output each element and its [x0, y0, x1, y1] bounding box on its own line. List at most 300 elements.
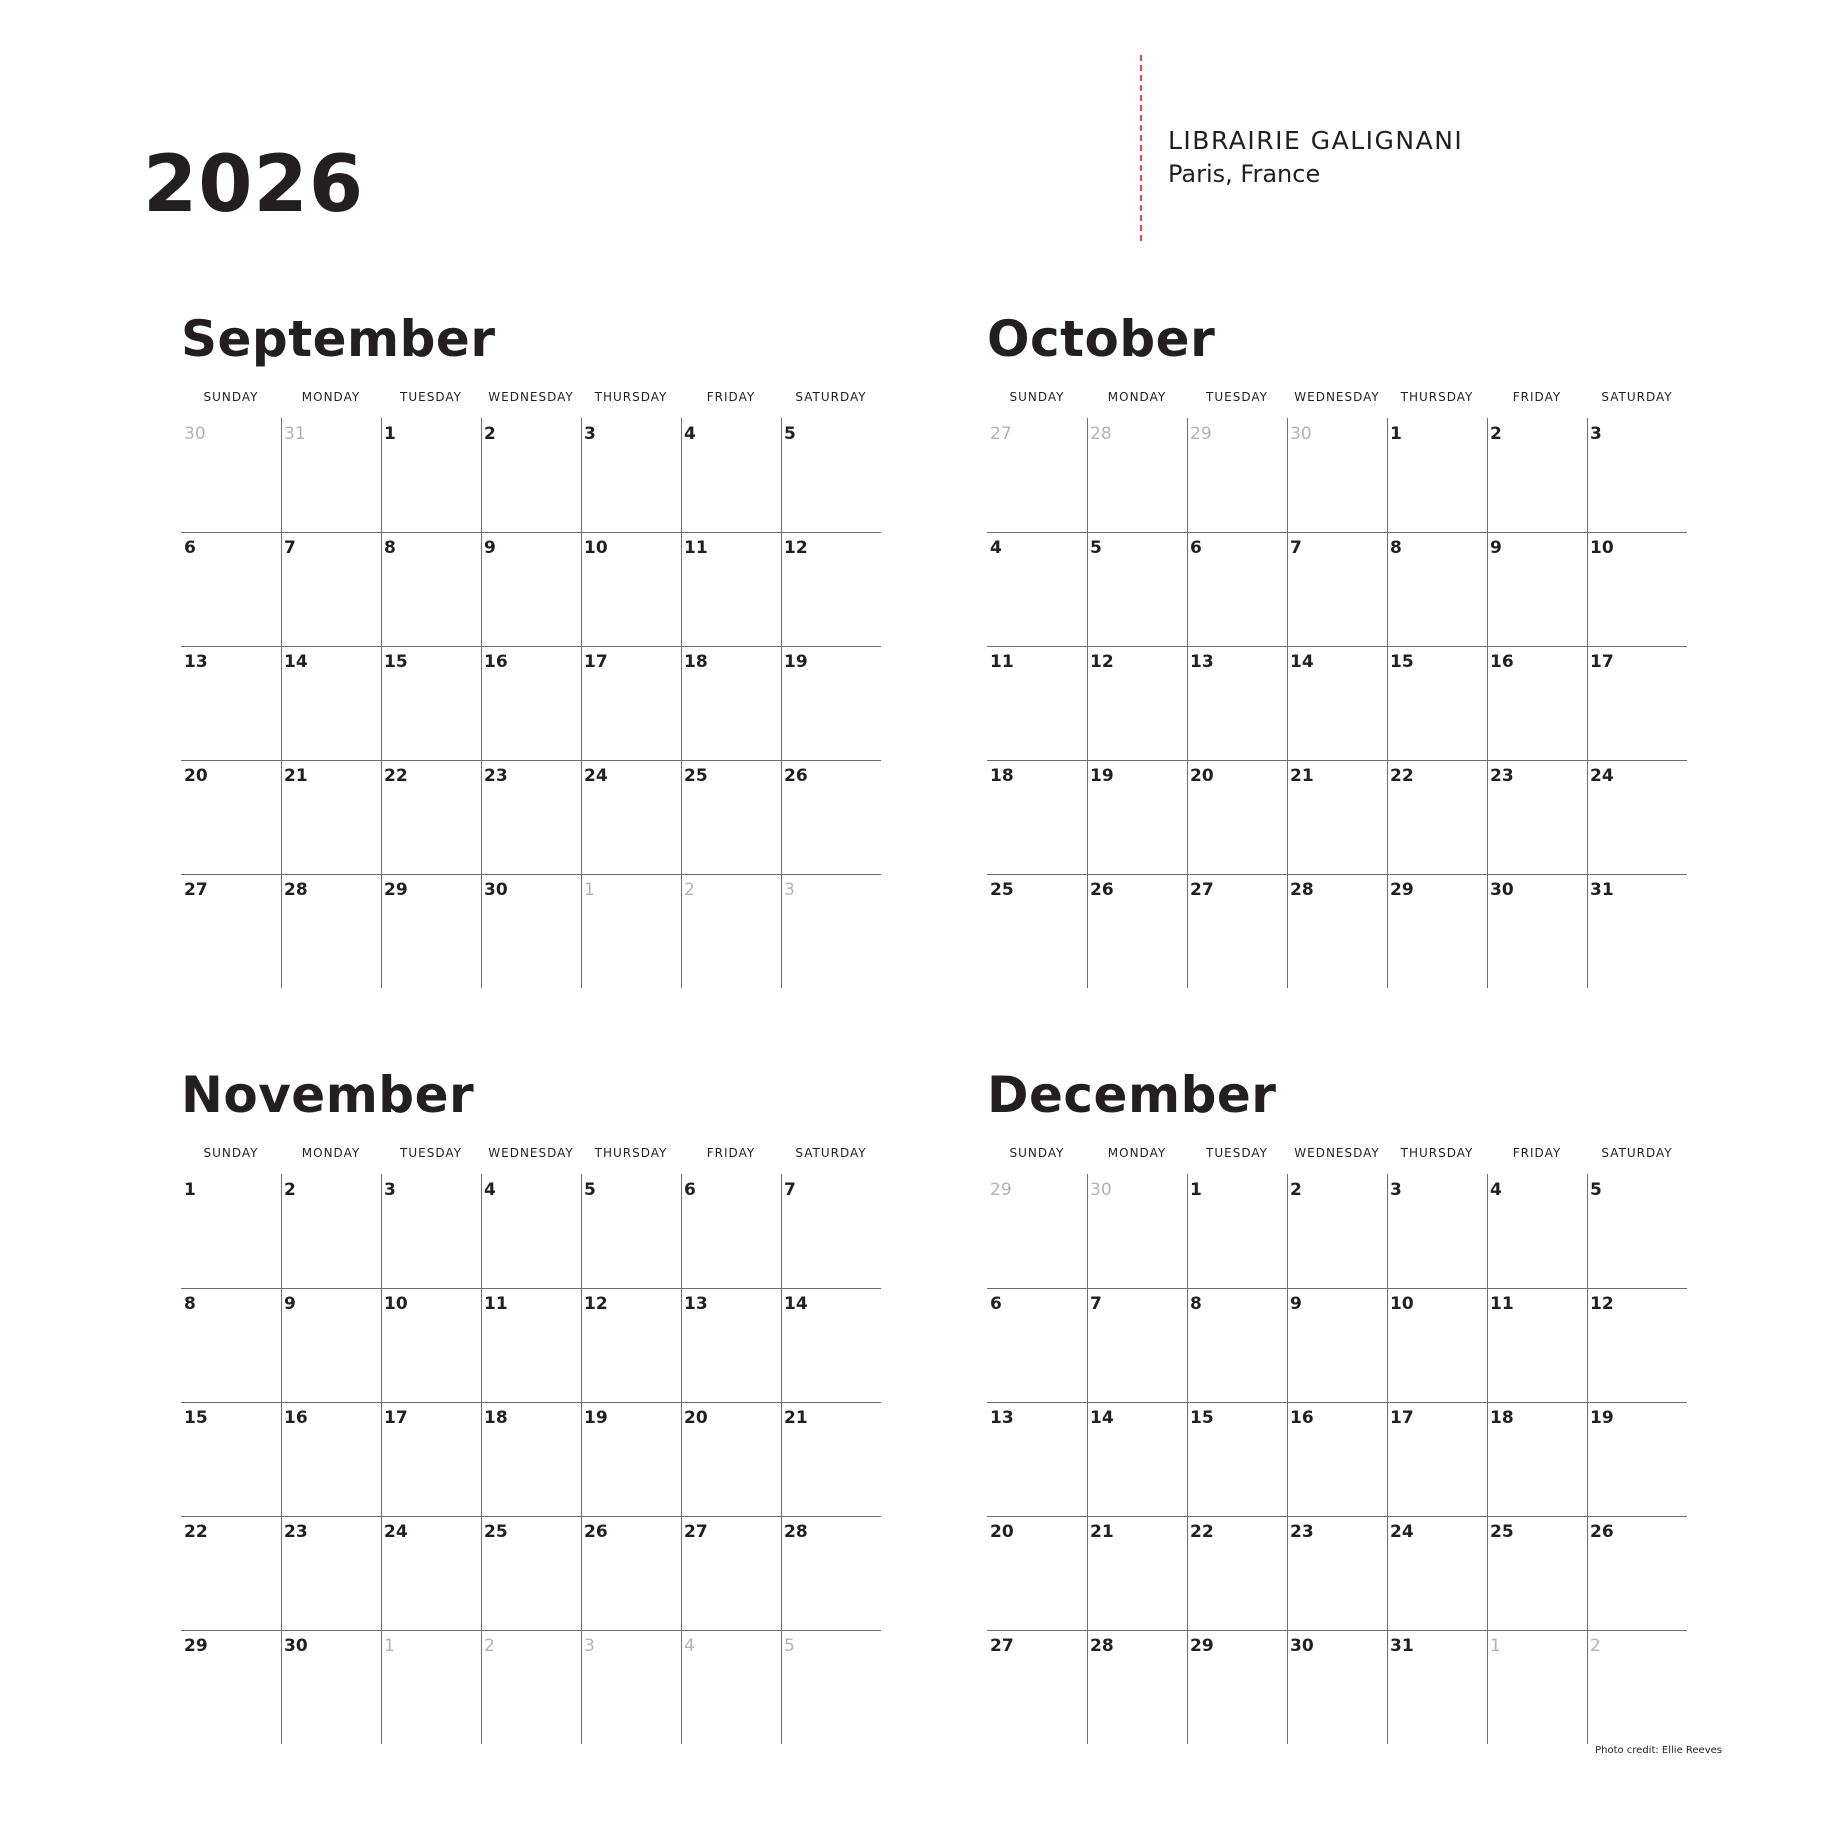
- day-number: 7: [1090, 1294, 1102, 1314]
- weekday-label: WEDNESDAY: [1294, 390, 1380, 404]
- day-number: 22: [184, 1522, 208, 1542]
- day-cell[interactable]: [481, 1174, 581, 1288]
- day-number: 24: [584, 766, 608, 786]
- day-cell[interactable]: [281, 646, 381, 760]
- day-number: 27: [184, 880, 208, 900]
- day-number: 25: [1490, 1522, 1514, 1542]
- day-number: 2: [1590, 1636, 1601, 1656]
- day-cell[interactable]: [481, 646, 581, 760]
- day-number: 18: [990, 766, 1014, 786]
- day-number: 30: [1290, 424, 1312, 444]
- day-cell[interactable]: [581, 760, 681, 874]
- day-number: 1: [1490, 1636, 1501, 1656]
- day-cell[interactable]: [581, 418, 681, 532]
- day-number: 4: [684, 424, 696, 444]
- day-number: 20: [684, 1408, 708, 1428]
- day-cell[interactable]: [581, 1516, 681, 1630]
- day-number: 14: [1090, 1408, 1114, 1428]
- day-number: 28: [784, 1522, 808, 1542]
- day-cell[interactable]: [581, 646, 681, 760]
- day-number: 30: [1290, 1636, 1314, 1656]
- day-number: 20: [184, 766, 208, 786]
- day-cell[interactable]: [1487, 532, 1587, 646]
- day-number: 4: [1490, 1180, 1502, 1200]
- day-number: 5: [1590, 1180, 1602, 1200]
- month-grid: [987, 418, 1687, 988]
- day-cell[interactable]: [381, 1630, 481, 1744]
- day-cell[interactable]: [681, 1174, 781, 1288]
- day-cell[interactable]: [481, 1402, 581, 1516]
- day-cell[interactable]: [987, 1402, 1087, 1516]
- day-number: 9: [1290, 1294, 1302, 1314]
- day-number: 18: [1490, 1408, 1514, 1428]
- day-number: 5: [784, 1636, 795, 1656]
- day-number: 3: [584, 1636, 595, 1656]
- day-number: 8: [1190, 1294, 1202, 1314]
- day-cell[interactable]: [1187, 874, 1287, 988]
- day-number: 19: [784, 652, 808, 672]
- day-cell[interactable]: [1387, 418, 1487, 532]
- day-number: 12: [1090, 652, 1114, 672]
- day-number: 13: [684, 1294, 708, 1314]
- day-number: 1: [1390, 424, 1402, 444]
- day-number: 18: [484, 1408, 508, 1428]
- day-cell[interactable]: [1387, 646, 1487, 760]
- day-cell[interactable]: [987, 1516, 1087, 1630]
- day-number: 23: [1490, 766, 1514, 786]
- day-cell[interactable]: [181, 1630, 281, 1744]
- day-cell[interactable]: [681, 1516, 781, 1630]
- month-grid: [987, 1174, 1687, 1744]
- day-number: 7: [284, 538, 296, 558]
- day-cell[interactable]: [781, 760, 881, 874]
- day-cell[interactable]: [1587, 1630, 1687, 1744]
- day-number: 2: [284, 1180, 296, 1200]
- day-cell[interactable]: [987, 646, 1087, 760]
- weekday-label: MONDAY: [301, 1146, 361, 1160]
- day-number: 18: [684, 652, 708, 672]
- day-number: 4: [990, 538, 1002, 558]
- day-cell[interactable]: [1187, 1402, 1287, 1516]
- day-cell[interactable]: [281, 1516, 381, 1630]
- day-cell[interactable]: [781, 646, 881, 760]
- day-cell[interactable]: [1487, 760, 1587, 874]
- day-cell[interactable]: [1087, 1288, 1187, 1402]
- day-number: 7: [1290, 538, 1302, 558]
- weekday-label: THURSDAY: [594, 1146, 668, 1160]
- day-cell[interactable]: [1487, 646, 1587, 760]
- day-cell[interactable]: [1187, 1630, 1287, 1744]
- day-number: 10: [584, 538, 608, 558]
- day-number: 11: [1490, 1294, 1514, 1314]
- day-number: 6: [1190, 538, 1202, 558]
- day-cell[interactable]: [1087, 1630, 1187, 1744]
- day-cell[interactable]: [1287, 874, 1387, 988]
- day-number: 24: [1390, 1522, 1414, 1542]
- day-number: 29: [1190, 424, 1212, 444]
- day-number: 10: [1390, 1294, 1414, 1314]
- day-number: 7: [784, 1180, 796, 1200]
- day-cell[interactable]: [481, 874, 581, 988]
- weekday-header: [181, 390, 881, 406]
- day-cell[interactable]: [1287, 1402, 1387, 1516]
- day-cell[interactable]: [1287, 1174, 1387, 1288]
- photo-credit: Photo credit: Ellie Reeves: [1595, 1745, 1722, 1756]
- day-cell[interactable]: [481, 418, 581, 532]
- day-cell[interactable]: [1087, 1402, 1187, 1516]
- day-cell[interactable]: [581, 1288, 681, 1402]
- day-cell[interactable]: [1587, 1288, 1687, 1402]
- day-number: 27: [1190, 880, 1214, 900]
- day-number: 1: [184, 1180, 196, 1200]
- day-number: 10: [384, 1294, 408, 1314]
- weekday-label: MONDAY: [1107, 1146, 1167, 1160]
- day-cell[interactable]: [1587, 874, 1687, 988]
- day-number: 13: [990, 1408, 1014, 1428]
- weekday-label: SUNDAY: [1009, 390, 1065, 404]
- day-cell[interactable]: [581, 874, 681, 988]
- day-cell[interactable]: [1087, 1174, 1187, 1288]
- day-cell[interactable]: [281, 418, 381, 532]
- day-cell[interactable]: [987, 1630, 1087, 1744]
- day-cell[interactable]: [381, 646, 481, 760]
- day-number: 16: [484, 652, 508, 672]
- day-number: 25: [684, 766, 708, 786]
- day-cell[interactable]: [581, 532, 681, 646]
- day-cell[interactable]: [1387, 1516, 1487, 1630]
- day-cell[interactable]: [481, 1630, 581, 1744]
- day-cell[interactable]: [781, 1630, 881, 1744]
- store-location: Paris, France: [1168, 160, 1321, 188]
- day-cell[interactable]: [281, 1630, 381, 1744]
- day-cell[interactable]: [781, 1174, 881, 1288]
- day-cell[interactable]: [281, 532, 381, 646]
- day-cell[interactable]: [1487, 1174, 1587, 1288]
- day-cell[interactable]: [1387, 532, 1487, 646]
- day-cell[interactable]: [781, 874, 881, 988]
- day-cell[interactable]: [781, 1288, 881, 1402]
- day-number: 2: [1490, 424, 1502, 444]
- weekday-header: [181, 1146, 881, 1162]
- day-number: 15: [1390, 652, 1414, 672]
- day-cell[interactable]: [481, 1516, 581, 1630]
- day-cell[interactable]: [1487, 1288, 1587, 1402]
- month-title: September: [181, 310, 496, 368]
- day-number: 14: [1290, 652, 1314, 672]
- day-cell[interactable]: [1187, 1174, 1287, 1288]
- day-number: 20: [1190, 766, 1214, 786]
- day-cell[interactable]: [181, 1288, 281, 1402]
- day-number: 10: [1590, 538, 1614, 558]
- day-number: 22: [384, 766, 408, 786]
- day-cell[interactable]: [1287, 1516, 1387, 1630]
- weekday-header: [987, 1146, 1687, 1162]
- day-number: 16: [1490, 652, 1514, 672]
- day-cell[interactable]: [987, 874, 1087, 988]
- day-cell[interactable]: [281, 1402, 381, 1516]
- day-cell[interactable]: [1087, 760, 1187, 874]
- day-number: 29: [184, 1636, 208, 1656]
- day-cell[interactable]: [987, 418, 1087, 532]
- day-number: 28: [1290, 880, 1314, 900]
- day-number: 6: [684, 1180, 696, 1200]
- day-cell[interactable]: [681, 646, 781, 760]
- weekday-label: SUNDAY: [1009, 1146, 1065, 1160]
- day-number: 29: [1390, 880, 1414, 900]
- month-title: November: [181, 1066, 475, 1124]
- day-number: 16: [284, 1408, 308, 1428]
- day-number: 22: [1190, 1522, 1214, 1542]
- day-number: 20: [990, 1522, 1014, 1542]
- day-number: 6: [184, 538, 196, 558]
- weekday-label: THURSDAY: [1400, 390, 1474, 404]
- day-cell[interactable]: [1187, 1516, 1287, 1630]
- day-cell[interactable]: [1187, 532, 1287, 646]
- day-cell[interactable]: [281, 1288, 381, 1402]
- day-number: 21: [284, 766, 308, 786]
- day-number: 28: [1090, 424, 1112, 444]
- day-cell[interactable]: [1587, 1402, 1687, 1516]
- day-number: 29: [384, 880, 408, 900]
- weekday-label: THURSDAY: [594, 390, 668, 404]
- day-cell[interactable]: [1387, 1174, 1487, 1288]
- weekday-label: SATURDAY: [795, 390, 867, 404]
- day-cell[interactable]: [581, 1174, 681, 1288]
- day-cell[interactable]: [681, 532, 781, 646]
- day-cell[interactable]: [381, 1402, 481, 1516]
- day-number: 26: [784, 766, 808, 786]
- day-number: 31: [284, 424, 306, 444]
- day-number: 5: [1090, 538, 1102, 558]
- day-cell[interactable]: [181, 532, 281, 646]
- weekday-label: TUESDAY: [1206, 390, 1268, 404]
- day-cell[interactable]: [581, 1630, 681, 1744]
- weekday-label: FRIDAY: [706, 390, 756, 404]
- day-number: 30: [284, 1636, 308, 1656]
- day-number: 16: [1290, 1408, 1314, 1428]
- day-cell[interactable]: [181, 1402, 281, 1516]
- day-cell[interactable]: [987, 1288, 1087, 1402]
- day-cell[interactable]: [987, 532, 1087, 646]
- day-cell[interactable]: [181, 874, 281, 988]
- day-number: 19: [1090, 766, 1114, 786]
- day-number: 13: [1190, 652, 1214, 672]
- day-cell[interactable]: [381, 1174, 481, 1288]
- day-number: 21: [1090, 1522, 1114, 1542]
- weekday-label: FRIDAY: [1512, 390, 1562, 404]
- month-grid: [181, 1174, 881, 1744]
- day-number: 8: [184, 1294, 196, 1314]
- day-cell[interactable]: [1387, 1402, 1487, 1516]
- day-number: 11: [990, 652, 1014, 672]
- day-number: 2: [484, 424, 496, 444]
- day-number: 26: [584, 1522, 608, 1542]
- day-cell[interactable]: [1287, 646, 1387, 760]
- day-number: 17: [1390, 1408, 1414, 1428]
- weekday-label: FRIDAY: [706, 1146, 756, 1160]
- weekday-label: WEDNESDAY: [1294, 1146, 1380, 1160]
- day-number: 19: [584, 1408, 608, 1428]
- day-cell[interactable]: [281, 1174, 381, 1288]
- day-cell[interactable]: [1087, 646, 1187, 760]
- day-number: 30: [484, 880, 508, 900]
- day-cell[interactable]: [1587, 532, 1687, 646]
- day-number: 30: [1490, 880, 1514, 900]
- day-cell[interactable]: [1287, 1630, 1387, 1744]
- day-number: 19: [1590, 1408, 1614, 1428]
- day-number: 24: [1590, 766, 1614, 786]
- day-number: 31: [1590, 880, 1614, 900]
- weekday-label: WEDNESDAY: [488, 1146, 574, 1160]
- day-cell[interactable]: [181, 1516, 281, 1630]
- day-cell[interactable]: [781, 1402, 881, 1516]
- weekday-label: MONDAY: [301, 390, 361, 404]
- day-cell[interactable]: [1087, 418, 1187, 532]
- weekday-label: TUESDAY: [400, 390, 462, 404]
- day-number: 15: [384, 652, 408, 672]
- day-number: 12: [584, 1294, 608, 1314]
- day-cell[interactable]: [1187, 760, 1287, 874]
- day-cell[interactable]: [681, 1288, 781, 1402]
- day-cell[interactable]: [987, 760, 1087, 874]
- day-number: 2: [684, 880, 695, 900]
- month-grid: [181, 418, 881, 988]
- weekday-label: TUESDAY: [400, 1146, 462, 1160]
- day-cell[interactable]: [1487, 874, 1587, 988]
- day-cell[interactable]: [1587, 418, 1687, 532]
- day-cell[interactable]: [181, 1174, 281, 1288]
- day-cell[interactable]: [681, 418, 781, 532]
- day-cell[interactable]: [681, 1630, 781, 1744]
- day-number: 14: [784, 1294, 808, 1314]
- day-cell[interactable]: [1587, 1174, 1687, 1288]
- day-cell[interactable]: [381, 532, 481, 646]
- weekday-label: WEDNESDAY: [488, 390, 574, 404]
- day-number: 5: [784, 424, 796, 444]
- day-number: 11: [484, 1294, 508, 1314]
- weekday-label: SATURDAY: [1601, 390, 1673, 404]
- day-number: 30: [184, 424, 206, 444]
- day-cell[interactable]: [1387, 760, 1487, 874]
- day-cell[interactable]: [1587, 760, 1687, 874]
- day-number: 26: [1090, 880, 1114, 900]
- day-number: 1: [1190, 1180, 1202, 1200]
- day-number: 17: [584, 652, 608, 672]
- day-cell[interactable]: [781, 532, 881, 646]
- day-number: 3: [584, 424, 596, 444]
- day-cell[interactable]: [1287, 418, 1387, 532]
- day-cell[interactable]: [1387, 874, 1487, 988]
- day-number: 21: [784, 1408, 808, 1428]
- day-number: 2: [1290, 1180, 1302, 1200]
- day-cell[interactable]: [1287, 532, 1387, 646]
- day-cell[interactable]: [681, 760, 781, 874]
- day-cell[interactable]: [381, 418, 481, 532]
- day-number: 27: [684, 1522, 708, 1542]
- day-number: 24: [384, 1522, 408, 1542]
- weekday-label: TUESDAY: [1206, 1146, 1268, 1160]
- day-cell[interactable]: [481, 532, 581, 646]
- day-number: 4: [684, 1636, 695, 1656]
- weekday-label: SATURDAY: [1601, 1146, 1673, 1160]
- day-cell[interactable]: [181, 418, 281, 532]
- day-number: 8: [1390, 538, 1402, 558]
- day-cell[interactable]: [1587, 646, 1687, 760]
- day-cell[interactable]: [781, 418, 881, 532]
- header-divider: [1140, 55, 1142, 241]
- day-cell[interactable]: [1487, 1402, 1587, 1516]
- day-cell[interactable]: [381, 1288, 481, 1402]
- day-number: 9: [1490, 538, 1502, 558]
- day-number: 13: [184, 652, 208, 672]
- day-number: 1: [584, 880, 595, 900]
- day-cell[interactable]: [381, 1516, 481, 1630]
- day-number: 28: [1090, 1636, 1114, 1656]
- day-cell[interactable]: [181, 760, 281, 874]
- day-number: 6: [990, 1294, 1002, 1314]
- day-cell[interactable]: [1387, 1288, 1487, 1402]
- day-cell[interactable]: [481, 760, 581, 874]
- day-cell[interactable]: [1487, 1630, 1587, 1744]
- weekday-label: FRIDAY: [1512, 1146, 1562, 1160]
- day-cell[interactable]: [1187, 646, 1287, 760]
- day-cell[interactable]: [1087, 1516, 1187, 1630]
- day-cell[interactable]: [1087, 874, 1187, 988]
- day-cell[interactable]: [581, 1402, 681, 1516]
- day-number: 23: [484, 766, 508, 786]
- day-number: 25: [484, 1522, 508, 1542]
- day-number: 30: [1090, 1180, 1112, 1200]
- day-cell[interactable]: [1487, 1516, 1587, 1630]
- day-number: 15: [1190, 1408, 1214, 1428]
- day-number: 17: [1590, 652, 1614, 672]
- day-cell[interactable]: [1187, 418, 1287, 532]
- day-number: 1: [384, 424, 396, 444]
- day-number: 27: [990, 424, 1012, 444]
- day-number: 3: [1390, 1180, 1402, 1200]
- day-cell[interactable]: [481, 1288, 581, 1402]
- day-cell[interactable]: [681, 874, 781, 988]
- weekday-label: SUNDAY: [203, 1146, 259, 1160]
- day-number: 12: [784, 538, 808, 558]
- day-number: 26: [1590, 1522, 1614, 1542]
- day-cell[interactable]: [1187, 1288, 1287, 1402]
- day-cell[interactable]: [381, 760, 481, 874]
- day-number: 29: [1190, 1636, 1214, 1656]
- weekday-label: SUNDAY: [203, 390, 259, 404]
- day-cell[interactable]: [1087, 532, 1187, 646]
- day-cell[interactable]: [1587, 1516, 1687, 1630]
- day-cell[interactable]: [281, 760, 381, 874]
- day-cell[interactable]: [281, 874, 381, 988]
- day-cell[interactable]: [1287, 760, 1387, 874]
- day-number: 8: [384, 538, 396, 558]
- day-cell[interactable]: [1487, 418, 1587, 532]
- day-number: 5: [584, 1180, 596, 1200]
- day-cell[interactable]: [681, 1402, 781, 1516]
- day-cell[interactable]: [781, 1516, 881, 1630]
- day-cell[interactable]: [1287, 1288, 1387, 1402]
- day-number: 22: [1390, 766, 1414, 786]
- day-number: 23: [1290, 1522, 1314, 1542]
- day-number: 14: [284, 652, 308, 672]
- day-cell[interactable]: [987, 1174, 1087, 1288]
- day-cell[interactable]: [381, 874, 481, 988]
- day-number: 27: [990, 1636, 1014, 1656]
- day-cell[interactable]: [1387, 1630, 1487, 1744]
- day-number: 9: [484, 538, 496, 558]
- day-cell[interactable]: [181, 646, 281, 760]
